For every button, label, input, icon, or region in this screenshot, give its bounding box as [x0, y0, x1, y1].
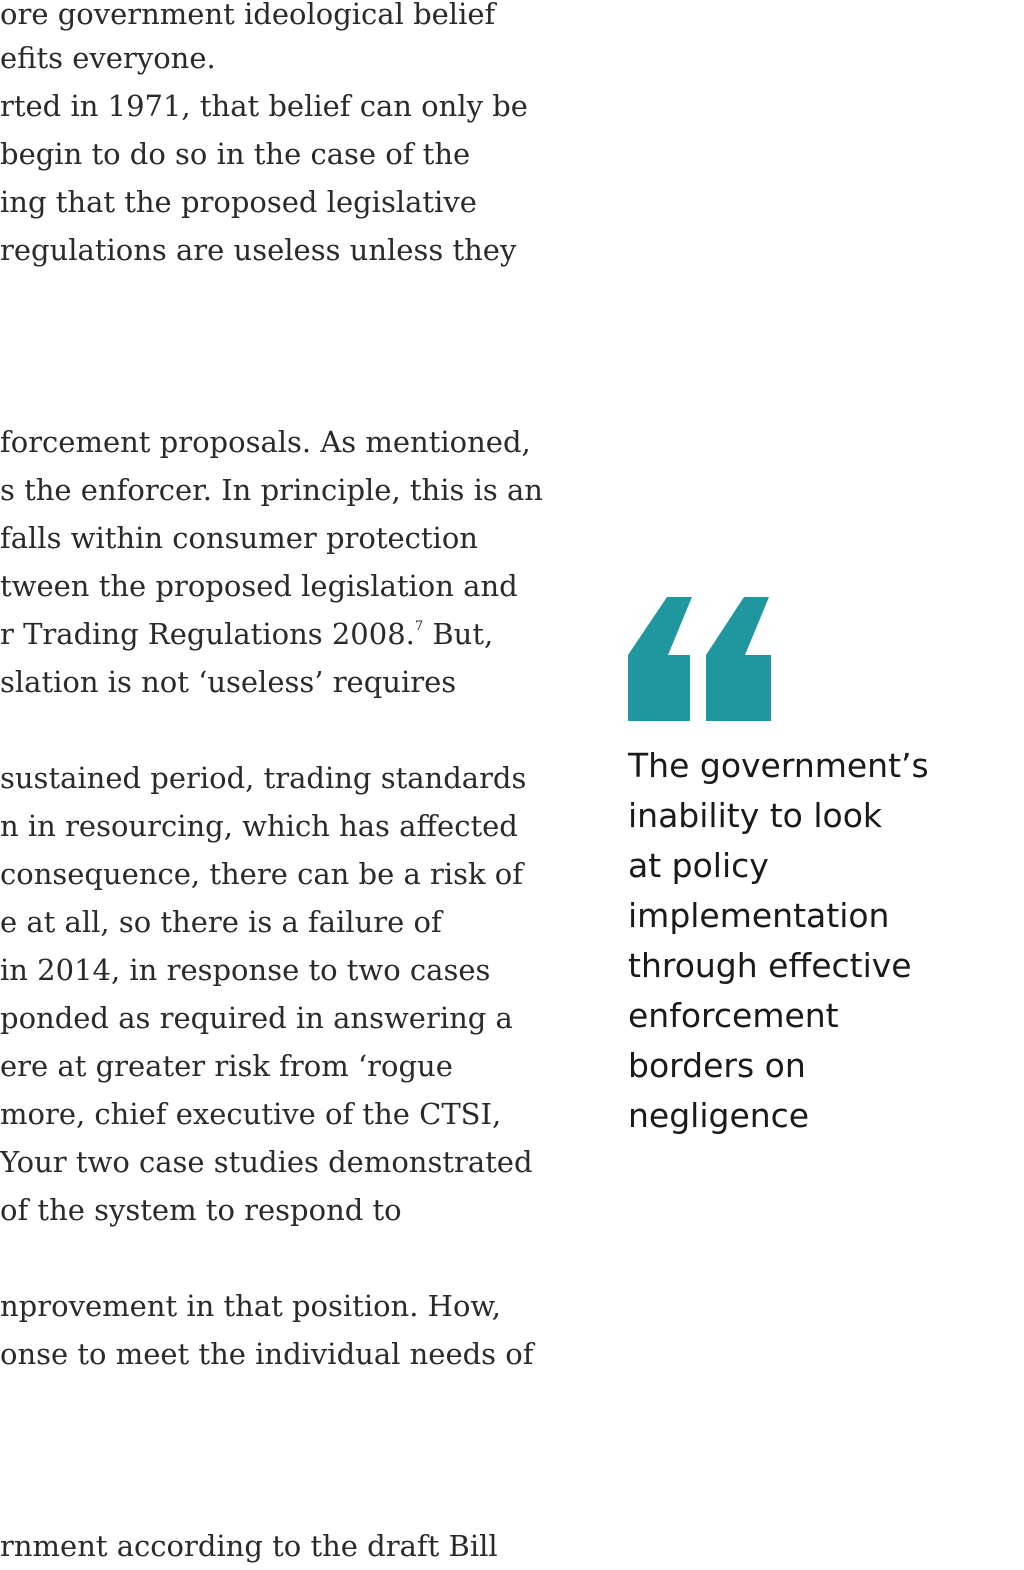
body-line: nprovement in that position. How,: [0, 1289, 502, 1323]
body-line: sustained period, trading standards: [0, 761, 527, 795]
pull-quote-line: implementation: [628, 896, 890, 935]
footnote-reference[interactable]: 7: [414, 619, 424, 634]
body-line-text: r Trading Regulations 2008.: [0, 617, 415, 651]
body-line: e at all, so there is a failure of: [0, 905, 442, 939]
body-line: ere at greater risk from ‘rogue: [0, 1049, 453, 1083]
quote-mark-icon: [628, 597, 773, 723]
body-line: tween the proposed legislation and: [0, 569, 518, 603]
body-line: onse to meet the individual needs of: [0, 1337, 534, 1371]
body-line: of the system to respond to: [0, 1193, 402, 1227]
pull-quote-line: through effective: [628, 946, 912, 985]
body-line: regulations are useless unless they: [0, 233, 517, 267]
body-line: consequence, there can be a risk of: [0, 857, 523, 891]
body-line: Your two case studies demonstrated: [0, 1145, 533, 1179]
pull-quote-line: borders on: [628, 1046, 806, 1085]
body-line-tail: But,: [423, 617, 494, 651]
body-line: begin to do so in the case of the: [0, 137, 471, 171]
body-line: n in resourcing, which has affected: [0, 809, 518, 843]
pull-quote-line: enforcement: [628, 996, 839, 1035]
body-line: rted in 1971, that belief can only be: [0, 89, 528, 123]
pull-quote: [628, 597, 988, 1141]
pull-quote-line: negligence: [628, 1096, 810, 1135]
pull-quote-line: inability to look: [628, 796, 882, 835]
pull-quote-text: [628, 741, 968, 1141]
body-line: rnment according to the draft Bill: [0, 1529, 498, 1563]
pull-quote-line: The government’s: [628, 746, 929, 785]
body-line: ponded as required in answering a: [0, 1001, 513, 1035]
body-line: efits everyone.: [0, 41, 216, 75]
body-line-with-footnote: [0, 610, 493, 658]
pull-quote-line: at policy: [628, 846, 769, 885]
body-line: s the enforcer. In principle, this is an: [0, 473, 543, 507]
body-line: more, chief executive of the CTSI,: [0, 1097, 502, 1131]
body-line: forcement proposals. As mentioned,: [0, 425, 531, 459]
body-line: slation is not ‘useless’ requires: [0, 665, 457, 699]
body-line: falls within consumer protection: [0, 521, 478, 555]
body-line: ore government ideological belief: [0, 0, 496, 31]
body-line: in 2014, in response to two cases: [0, 953, 491, 987]
body-line: ing that the proposed legislative: [0, 185, 477, 219]
